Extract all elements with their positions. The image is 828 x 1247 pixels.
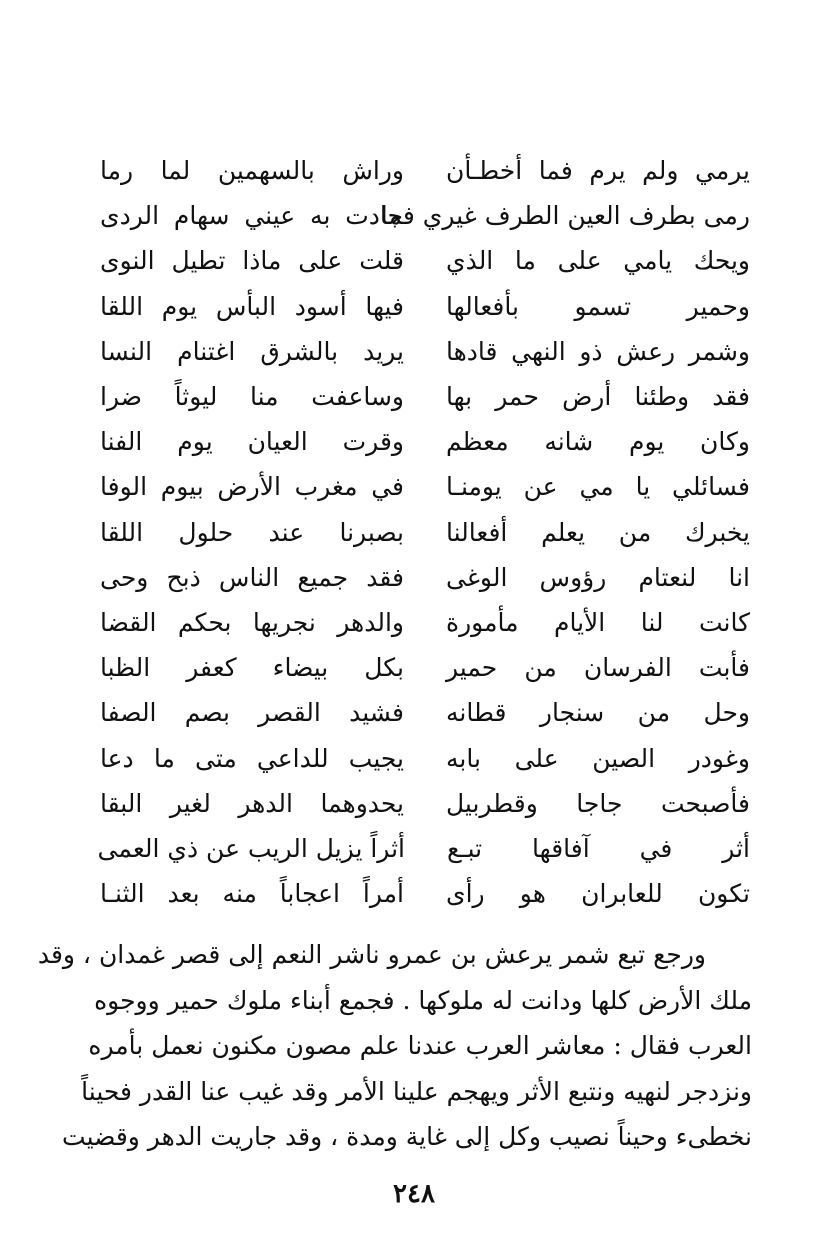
verse xyxy=(100,690,750,735)
verse xyxy=(100,148,750,193)
prose-line-text: العرب فقال : معاشر العرب عندنا علم مصون مكنون نعمل بأمره xyxy=(88,1031,752,1061)
verse-second-hemistich: بصبرنا عند حلول اللقا xyxy=(100,517,404,547)
verse-first-hemistich: يرمي ولم يرم فما أخطـأن xyxy=(446,156,750,186)
prose-line xyxy=(94,978,752,1024)
verse xyxy=(100,600,750,645)
verse xyxy=(100,329,750,374)
verse-second-hemistich: فيها أسود البأس يوم اللقا xyxy=(100,291,404,321)
verse-first-hemistich: كانت لنا الأيام مأمورة xyxy=(446,607,750,637)
verse-first-hemistich: رمى بطرف العين الطرف غيري فما xyxy=(380,201,750,231)
verse-second-hemistich: وراش بالسهمين لما رما xyxy=(100,156,404,186)
verse xyxy=(100,735,750,780)
prose-line-text: ونزدجر لنهيه ونتبع الأثر ويهجم علينا الأمر وقد غيب عنا القدر فحيناً xyxy=(81,1076,752,1106)
verse-second-hemistich: أثراً يزيل الريب عن ذي العمى xyxy=(97,833,405,863)
prose-line xyxy=(62,1114,752,1160)
verse-second-hemistich: وساعفت منا ليوثاً ضرا xyxy=(100,382,404,412)
verse-first-hemistich: وحل من سنجار قطانه xyxy=(446,698,750,728)
verse-first-hemistich: وغودر الصين على بابه xyxy=(446,743,750,773)
prose-line xyxy=(81,1069,752,1115)
prose-line xyxy=(88,1023,752,1069)
prose-line-text: نخطىء وحيناً نصيب وكل إلى غاية ومدة ، وقد جاريت الدهر وقضيت xyxy=(62,1122,752,1152)
verse-first-hemistich: ويحك يامي على ما الذي xyxy=(446,246,750,276)
verse xyxy=(100,555,750,600)
prose-paragraph xyxy=(37,932,752,1160)
verse-first-hemistich: وكان يوم شانه معظم xyxy=(446,427,750,457)
prose-line-text: ملك الأرض كلها ودانت له ملوكها . فجمع أبناء ملوك حمير ووجوه xyxy=(94,985,752,1015)
prose-line-text: ورجع تبع شمر يرعش بن عمرو ناشر النعم إلى قصر غمدان ، وقد xyxy=(37,940,706,970)
verse xyxy=(100,645,750,690)
verse-second-hemistich: وقرت العيان يوم الفنا xyxy=(100,427,404,457)
verse xyxy=(100,781,750,826)
verse-second-hemistich: بكل بيضاء كعفر الظبا xyxy=(100,653,404,683)
verse-second-hemistich: قلت على ماذا تطيل النوى xyxy=(100,246,404,276)
verse xyxy=(100,464,750,509)
verse-first-hemistich: فأصبحت جاجا وقطربيل xyxy=(446,788,750,818)
poem xyxy=(97,148,750,916)
verse-first-hemistich: وحمير تسمو بأفعالها xyxy=(446,291,750,321)
verse xyxy=(100,871,750,916)
verse-second-hemistich: أمراً اعجاباً منه بعد الثنـا xyxy=(100,879,404,909)
verse xyxy=(100,510,750,555)
verse-second-hemistich: يحدوهما الدهر لغير البقا xyxy=(100,788,404,818)
verse xyxy=(100,374,750,419)
prose-line xyxy=(37,932,752,978)
verse-second-hemistich: يريد بالشرق اغتنام النسا xyxy=(100,336,404,366)
verse xyxy=(97,826,750,871)
verse-second-hemistich: فقد جميع الناس ذبح وحى xyxy=(100,562,404,592)
verse-first-hemistich: أثر في آفاقها تبـع xyxy=(447,833,750,863)
page-number: ٢٤٨ xyxy=(393,1179,435,1209)
verse-first-hemistich: وشمر رعش ذو النهي قادها xyxy=(446,336,750,366)
verse-first-hemistich: فقد وطئنا أرض حمر بها xyxy=(446,382,750,412)
verse xyxy=(100,238,750,283)
verse-first-hemistich: يخبرك من يعلم أفعالنا xyxy=(446,517,750,547)
verse-first-hemistich: فسائلي يا مي عن يومنـا xyxy=(446,472,750,502)
verse-second-hemistich: في مغرب الأرض بيوم الوفا xyxy=(100,472,404,502)
verse-first-hemistich: فأبت الفرسان من حمير xyxy=(446,653,750,683)
verse-second-hemistich: يجيب للداعي متى ما دعا xyxy=(100,743,404,773)
verse-second-hemistich: جادت به عيني سهام الردى xyxy=(100,201,403,231)
verse-first-hemistich: تكون للعابران هو رأى xyxy=(446,879,750,909)
verse-second-hemistich: والدهر نجريها بحكم القضا xyxy=(100,607,404,637)
verse xyxy=(100,193,750,238)
verse xyxy=(100,419,750,464)
verse-first-hemistich: انا لنعتام رؤوس الوغى xyxy=(446,562,750,592)
verse-second-hemistich: فشيد القصر بصم الصفا xyxy=(100,698,404,728)
verse xyxy=(100,284,750,329)
